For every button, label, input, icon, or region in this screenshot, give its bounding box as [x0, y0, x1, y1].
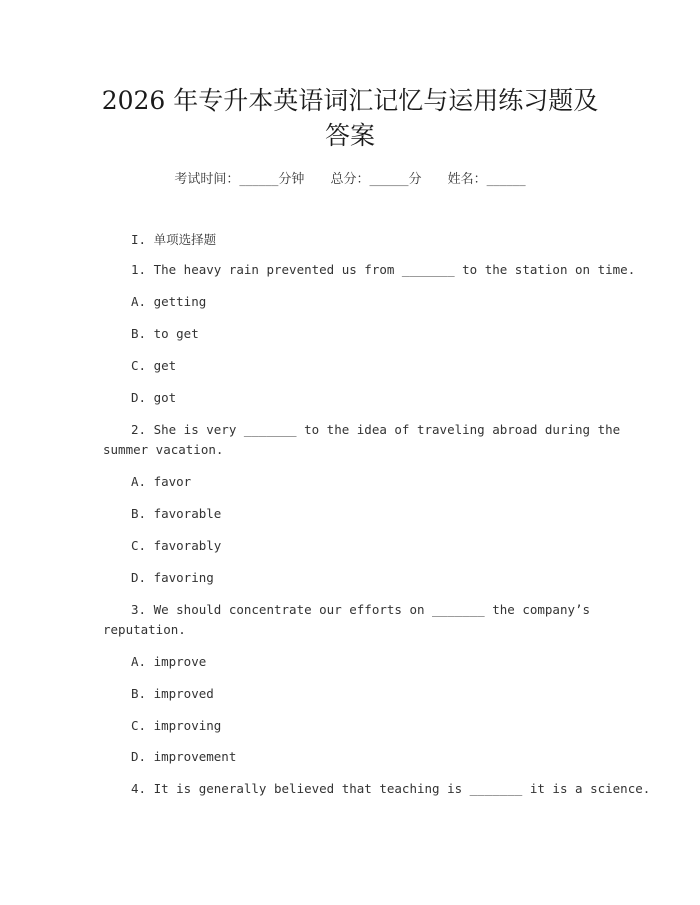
- question-1-stem: 1. The heavy rain prevented us from _______ to the station on time.: [131, 262, 636, 277]
- question-2-option-a: A. favor: [131, 474, 192, 489]
- exam-score: 总分：______分: [330, 172, 422, 187]
- question-1-option-a: A. getting: [131, 294, 207, 309]
- question-3-stem: 3. We should concentrate our efforts on _______ the company’s: [131, 602, 591, 617]
- question-2-option-d: D. favoring: [131, 570, 214, 585]
- question-3-option-d: D. improvement: [131, 749, 237, 764]
- exam-time: 考试时间：______分钟: [174, 172, 305, 187]
- section-heading: I. 单项选择题: [131, 232, 217, 247]
- question-3-stem-cont: reputation.: [103, 622, 186, 637]
- question-3-option-c: C. improving: [131, 718, 222, 733]
- exam-name: 姓名：______: [447, 172, 526, 187]
- question-2-option-c: C. favorably: [131, 538, 222, 553]
- question-2-stem: 2. She is very _______ to the idea of traveling abroad during the: [131, 422, 621, 437]
- exam-info: [0, 168, 700, 187]
- question-1-option-b: B. to get: [131, 326, 199, 341]
- question-4-stem: 4. It is generally believed that teaching is _______ it is a science.: [131, 781, 651, 796]
- question-3-option-b: B. improved: [131, 686, 214, 701]
- question-3-option-a: A. improve: [131, 654, 207, 669]
- title-line-1: 2026 年专升本英语词汇记忆与运用练习题及: [101, 86, 599, 115]
- question-1-option-c: C. get: [131, 358, 177, 373]
- question-1-option-d: D. got: [131, 390, 177, 405]
- title-line-2: 答案: [324, 121, 375, 150]
- question-2-stem-cont: summer vacation.: [103, 442, 224, 457]
- question-2-option-b: B. favorable: [131, 506, 222, 521]
